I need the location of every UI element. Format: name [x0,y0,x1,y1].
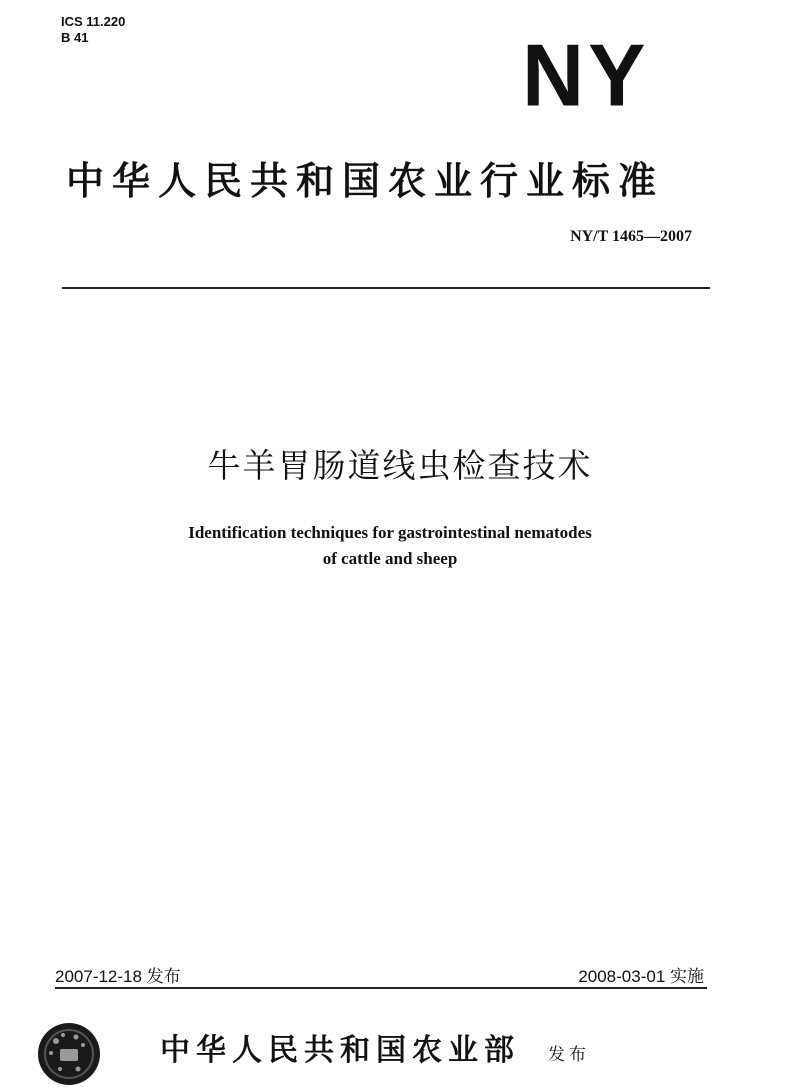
ministry-emblem-icon [36,1021,102,1087]
document-title-english [0,520,780,572]
ministry-name: 中华人民共和国农业部 [160,1033,520,1068]
issue-date: 2007-12-18 发布 [55,967,181,986]
english-title-line-1: Identification techniques for gastrointestinal nematodes [188,523,592,542]
category-code: B 41 [61,30,89,45]
english-title-line-2: of cattle and sheep [322,549,458,568]
top-divider [62,287,710,289]
bottom-divider [55,987,707,989]
document-title-chinese: 牛羊胃肠道线虫检查技术 [207,446,593,485]
classification-codes [61,14,125,46]
ny-logo: NY [522,27,650,125]
ministry-action: 发布 [548,1045,590,1065]
standard-title: 中华人民共和国农业行业标准 [66,159,665,203]
ics-code: ICS 11.220 [61,14,126,29]
standard-number: NY/T 1465—2007 [570,228,692,245]
implementation-date: 2008-03-01 实施 [578,967,704,986]
